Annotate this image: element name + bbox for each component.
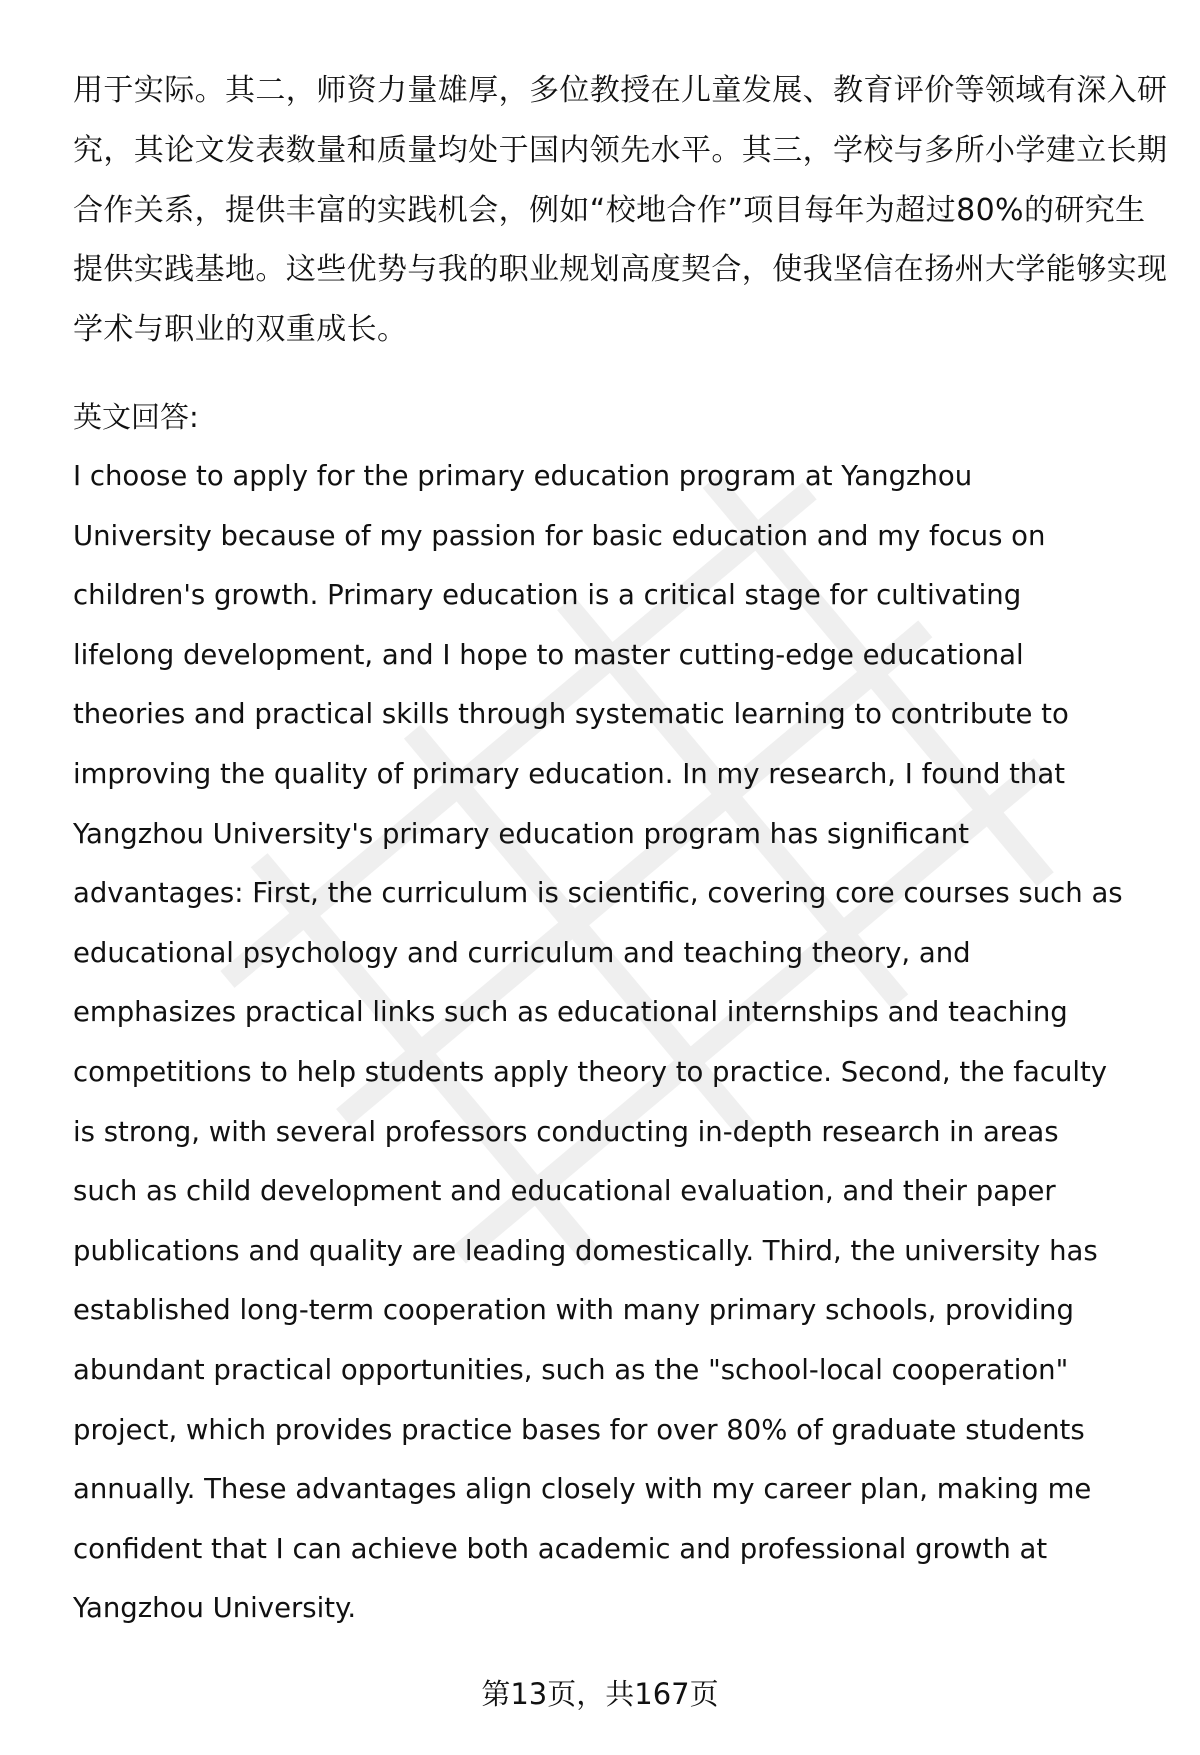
text-line: theories and practical skills through systematic learning to contribute to — [73, 698, 1069, 731]
text-line: 合作关系，提供丰富的实践机会，例如“校地合作”项目每年为超过80%的研究生 — [73, 192, 1146, 228]
text-line: advantages: First, the curriculum is scientific, covering core courses such as — [73, 877, 1123, 910]
text-line: competitions to help students apply theory to practice. Second, the faculty — [73, 1055, 1108, 1088]
text-line: children's growth. Primary education is a critical stage for cultivating — [73, 579, 1022, 612]
text-line: lifelong development, and I hope to master cutting-edge educational — [73, 638, 1024, 671]
text-line: confident that I can achieve both academic and professional growth at — [73, 1532, 1048, 1565]
text-line: such as child development and educational evaluation, and their paper — [73, 1175, 1056, 1208]
english-answer-paragraph — [73, 447, 1173, 1639]
text-line: publications and quality are leading domestically. Third, the university has — [73, 1234, 1098, 1267]
text-line: abundant practical opportunities, such as the "school-local cooperation" — [73, 1353, 1069, 1386]
text-line: 用于实际。其二，师资力量雄厚，多位教授在儿童发展、教育评价等领域有深入研 — [73, 73, 1168, 108]
text-line: educational psychology and curriculum and teaching theory, and — [73, 936, 971, 969]
english-answer-label: 英文回答: — [73, 400, 199, 434]
text-line: annually. These advantages align closely with my career plan, making me — [73, 1473, 1092, 1506]
page-number-footer: 第13页，共167页 — [481, 1677, 719, 1711]
text-line: 究，其论文发表数量和质量均处于国内领先水平。其三，学校与多所小学建立长期 — [73, 132, 1168, 168]
text-line: improving the quality of primary education. In my research, I found that — [73, 757, 1065, 790]
text-line: project, which provides practice bases for over 80% of graduate students — [73, 1413, 1085, 1446]
text-line: Yangzhou University. — [73, 1592, 357, 1625]
text-line: Yangzhou University's primary education program has significant — [73, 817, 969, 850]
text-line: University because of my passion for basic education and my focus on — [73, 519, 1046, 552]
text-line: emphasizes practical links such as educational internships and teaching — [73, 996, 1068, 1029]
text-line: I choose to apply for the primary education program at Yangzhou — [73, 460, 973, 492]
chinese-answer-paragraph — [73, 61, 1173, 360]
text-line: established long-term cooperation with many primary schools, providing — [73, 1294, 1074, 1327]
text-line: 学术与职业的双重成长。 — [73, 312, 408, 348]
text-line: is strong, with several professors conducting in-depth research in areas — [73, 1115, 1059, 1148]
text-line: 提供实践基地。这些优势与我的职业规划高度契合，使我坚信在扬州大学能够实现 — [73, 252, 1168, 288]
